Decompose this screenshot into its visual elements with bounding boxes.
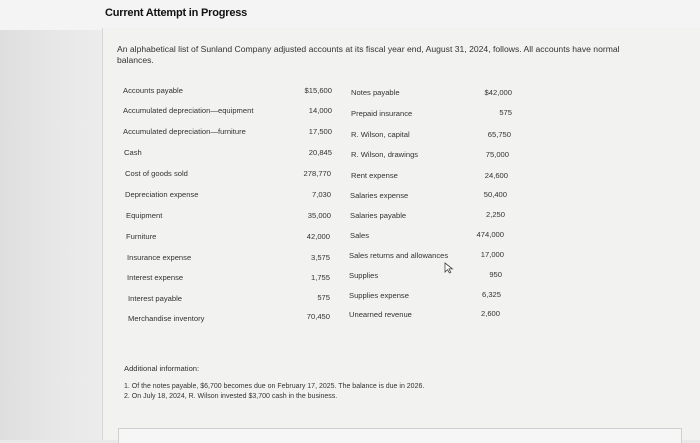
account-name: Furniture [126, 232, 157, 241]
account-amount: 14,000 [308, 106, 332, 115]
account-amount: 474,000 [476, 230, 504, 239]
account-amount: 50,400 [483, 190, 507, 199]
account-name: Rent expense [351, 171, 398, 180]
account-name: Salaries payable [350, 211, 407, 220]
account-name: Notes payable [351, 88, 400, 97]
account-amount: 2,600 [480, 309, 500, 318]
account-name: Sales [350, 231, 369, 240]
account-name: Interest expense [127, 273, 184, 282]
additional-note: 2. On July 18, 2024, R. Wilson invested $3,700 cash in the business. [124, 393, 338, 400]
account-amount: 575 [499, 108, 512, 117]
account-amount: $15,600 [304, 86, 332, 95]
account-amount: 3,575 [310, 253, 330, 262]
account-amount: 35,000 [307, 211, 331, 220]
account-amount: 42,000 [306, 232, 330, 241]
account-amount: 6,325 [481, 290, 501, 299]
account-name: R. Wilson, drawings [351, 150, 419, 159]
attempt-title: Current Attempt in Progress [105, 7, 248, 19]
additional-note: 1. Of the notes payable, $6,700 becomes due on February 17, 2025. The balance is due in 2026. [124, 383, 425, 390]
account-amount: 1,755 [310, 273, 330, 282]
account-name: Supplies [349, 271, 379, 280]
account-amount: 17,000 [480, 250, 504, 259]
account-amount: 20,845 [308, 148, 332, 157]
account-name: Supplies expense [349, 291, 409, 300]
answer-area[interactable] [118, 428, 682, 443]
account-name: Cost of goods sold [125, 169, 188, 178]
account-amount: 17,500 [308, 127, 332, 136]
account-name: Equipment [126, 211, 163, 220]
account-name: R. Wilson, capital [351, 130, 410, 139]
account-name: Accumulated depreciation—furniture [123, 127, 246, 136]
account-amount: 7,030 [311, 190, 331, 199]
account-name: Unearned revenue [349, 310, 412, 319]
additional-info-heading: Additional information: [124, 364, 200, 373]
account-amount: 75,000 [485, 150, 509, 159]
question-card [102, 28, 700, 440]
mouse-pointer-icon [444, 262, 454, 274]
account-name: Prepaid insurance [351, 109, 413, 118]
account-amount: 575 [317, 293, 330, 302]
account-amount: 65,750 [487, 130, 511, 139]
account-name: Cash [124, 148, 142, 157]
account-name: Depreciation expense [125, 190, 199, 199]
account-name: Sales returns and allowances [349, 251, 449, 260]
left-margin [0, 30, 102, 440]
account-name: Interest payable [128, 294, 183, 303]
account-name: Accounts payable [123, 86, 183, 95]
question-intro: An alphabetical list of Sunland Company adjusted accounts at its fiscal year end, August 31, 2024, follows. All accounts have normal balances. [117, 44, 620, 65]
account-amount: 70,450 [306, 312, 330, 321]
account-name: Accumulated depreciation—equipment [123, 106, 254, 115]
account-name: Merchandise inventory [128, 314, 205, 323]
account-name: Insurance expense [127, 253, 192, 262]
account-amount: 950 [489, 270, 502, 279]
account-amount: 24,600 [484, 171, 508, 180]
account-amount: 278,770 [303, 169, 331, 178]
account-amount: $42,000 [484, 88, 512, 97]
account-name: Salaries expense [350, 191, 409, 200]
account-amount: 2,250 [485, 210, 505, 219]
